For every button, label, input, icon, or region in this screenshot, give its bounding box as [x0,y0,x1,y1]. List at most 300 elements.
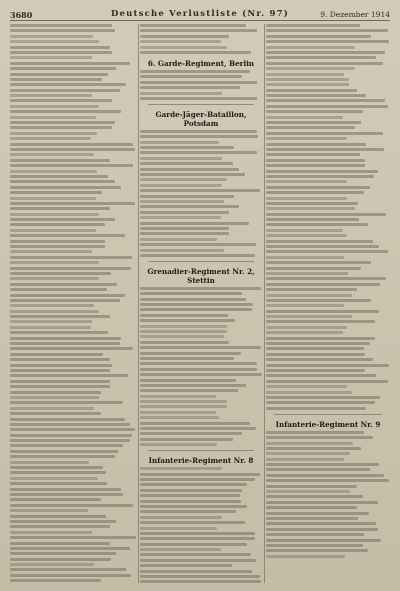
text-line [266,401,375,404]
text-line [10,67,116,70]
text-line [266,506,357,509]
text-line [10,94,92,97]
text-line [266,218,359,221]
text-line [10,83,126,86]
text-line [140,168,239,171]
text-line [10,315,110,318]
text-line [140,478,255,481]
text-line [140,243,256,246]
text-line [140,211,229,214]
text-line [266,442,353,445]
text-line [140,521,245,524]
text-line [266,512,369,515]
text-line [10,78,102,81]
text-line [266,83,349,86]
text-line [10,73,108,76]
text-line [10,89,120,92]
text-line [140,249,224,252]
text-line [140,335,224,338]
text-line [10,418,125,421]
text-line [140,254,255,257]
text-line [266,202,358,205]
text-line [140,40,221,43]
column-3 [266,24,390,585]
text-line [10,202,135,205]
text-line [140,467,222,470]
text-line [140,389,238,392]
text-line [10,385,110,388]
text-line [10,35,93,38]
text-line [266,110,363,113]
text-line [10,563,94,566]
text-line [266,294,352,297]
text-line [140,35,229,38]
text-line [10,326,91,329]
text-line [266,474,384,477]
text-line [140,51,251,54]
text-line [266,320,375,323]
text-line [10,488,121,491]
text-line [10,137,91,140]
column-1 [10,24,136,585]
text-line [10,310,99,313]
text-line [266,240,373,243]
text-line [10,331,108,334]
text-line [266,229,343,232]
column-1-text [10,24,136,585]
text-line [266,223,368,226]
text-line [140,330,227,333]
text-line [10,364,112,367]
text-line [10,482,107,485]
text-line [140,346,261,349]
text-line [10,477,98,480]
text-line [10,223,105,226]
text-line [140,527,217,530]
text-line [10,153,94,156]
text-line [10,531,92,534]
text-line [10,288,107,291]
text-line [140,553,251,556]
text-line [10,240,105,243]
text-line [266,137,347,140]
text-line [266,159,365,162]
text-line [10,358,110,361]
text-line [140,505,247,508]
text-line [266,180,347,183]
text-line [266,490,350,493]
text-line [266,501,378,504]
text-line [266,29,388,32]
text-line [10,380,110,383]
text-line [140,494,240,497]
text-line [266,555,345,558]
text-line [266,175,374,178]
column-divider-2 [264,24,265,583]
text-line [10,116,96,119]
text-line [10,299,120,302]
text-line [266,116,343,119]
section-separator [148,104,254,105]
text-line [266,342,370,345]
section-heading-infanterie-regiment-9: Infanterie-Regiment Nr. 9 [275,419,381,429]
text-line [266,358,373,361]
text-line [10,515,106,518]
text-line [140,135,258,138]
text-line [10,99,112,102]
text-line [10,250,92,253]
text-line [266,436,373,439]
text-line [10,552,116,555]
text-line [266,153,360,156]
text-line [10,337,121,340]
section-separator [148,261,254,262]
text-line [140,157,222,160]
text-line [266,267,361,270]
text-line [266,431,364,434]
text-line [266,197,347,200]
text-line [140,559,256,562]
text-line [10,391,101,394]
text-line [140,570,252,573]
text-line [266,479,389,482]
text-line [10,542,110,545]
text-line [266,391,352,394]
text-line [140,500,241,503]
text-line [10,471,106,474]
text-line [266,143,366,146]
text-line [140,227,229,230]
text-line [10,439,130,442]
text-line [140,141,219,144]
text-line [10,536,136,539]
text-line [10,434,132,437]
text-line [140,162,233,165]
section-heading-garde-jaeger: Garde-Jäger-Bataillon, Potsdam [155,109,247,128]
text-line [266,207,355,210]
text-line [140,473,260,476]
text-line [266,347,364,350]
text-line [266,170,378,173]
text-line [10,294,125,297]
text-line [140,357,234,360]
text-line [10,428,135,431]
text-line [140,238,217,241]
section-heading-infanterie-regiment-8: Infanterie-Regiment Nr. 8 [148,456,254,466]
text-line [266,234,347,237]
column-2-text-d [140,467,262,585]
text-line [140,24,246,27]
text-line [10,558,111,561]
column-2-text-top [140,24,262,54]
text-line [10,396,99,399]
text-line [266,326,347,329]
text-line [10,320,92,323]
text-line [266,73,344,76]
section-heading-grenadier-regiment: Grenadier-Regiment Nr. 2, Stettin [147,266,255,285]
text-line [266,310,379,313]
text-line [10,401,123,404]
text-line [10,148,135,151]
text-line [140,432,242,435]
text-line [10,374,128,377]
text-line [266,463,379,466]
column-2-text-a [140,70,262,100]
text-line [266,495,363,498]
text-line [10,56,92,59]
text-line [10,261,99,264]
text-line [10,218,115,221]
text-line [140,580,261,583]
text-line [140,195,234,198]
text-line [10,444,123,447]
text-line [10,466,103,469]
text-line [10,229,96,232]
text-line [266,121,361,124]
text-line [140,222,249,225]
text-line [140,548,221,551]
text-line [266,245,379,248]
text-line [140,92,222,95]
text-line [140,362,257,365]
text-line [266,288,357,291]
text-line [140,216,221,219]
text-line [140,532,255,535]
text-line [10,191,102,194]
text-line [10,568,126,571]
publication-title: Deutsche Verlustliste (Nr. 97) [110,9,289,19]
text-line [140,189,260,192]
text-line [266,549,368,552]
text-line [140,46,227,49]
text-line [140,287,261,290]
text-line [10,186,121,189]
text-line [266,522,376,525]
text-line [140,575,260,578]
text-line [10,110,121,113]
text-line [266,315,352,318]
header-rule [10,20,390,21]
text-line [140,443,217,446]
text-line [140,516,222,519]
section-heading-garde-regiment: 6. Garde-Regiment, Berlin [147,58,255,68]
text-line [10,121,115,124]
text-line [10,407,94,410]
text-line [10,277,99,280]
text-line [266,51,385,54]
text-line [140,151,257,154]
text-line [266,89,357,92]
text-line [266,99,385,102]
text-line [10,574,131,577]
text-line [10,342,120,345]
text-line [266,24,360,27]
text-line [266,447,361,450]
text-line [266,364,389,367]
text-line [10,450,118,453]
text-line [140,384,246,387]
text-line [266,256,344,259]
text-line [140,86,240,89]
text-line [140,341,229,344]
text-line [140,400,227,403]
text-line [140,308,252,311]
text-line [266,517,358,520]
text-line [266,126,355,129]
text-line [266,380,388,383]
text-line [266,337,375,340]
text-line [266,528,378,531]
text-line [140,422,250,425]
text-line [266,40,389,43]
column-2-text-b [140,130,262,257]
section-separator [274,414,382,415]
text-line [140,314,228,317]
text-line [10,493,123,496]
text-line [140,200,224,203]
text-line [266,94,366,97]
text-line [266,250,388,253]
text-line [140,81,257,84]
text-line [10,143,133,146]
text-line [266,186,370,189]
text-line [10,207,110,210]
text-line [266,533,364,536]
text-line [266,132,383,135]
text-line [266,369,365,372]
column-2 [140,24,262,585]
text-line [10,412,101,415]
text-line [266,46,355,49]
text-line [266,148,384,151]
text-line [10,175,108,178]
text-line [140,564,232,567]
text-line [10,40,99,43]
text-line [10,256,132,259]
text-line [140,303,253,306]
text-line [140,298,246,301]
text-line [140,489,242,492]
text-line [266,191,364,194]
text-line [266,62,383,65]
text-line [266,353,365,356]
text-line [10,353,103,356]
column-3-text-bottom [266,431,390,558]
text-line [10,423,130,426]
text-line [140,184,222,187]
text-line [140,70,250,73]
text-line [10,525,110,528]
text-line [266,283,380,286]
text-line [266,261,371,264]
text-line [266,299,371,302]
text-line [140,292,242,295]
text-line [140,373,262,376]
text-line [140,411,216,414]
text-line [266,468,370,471]
text-line [10,455,115,458]
text-line [266,67,355,70]
text-line [266,374,376,377]
text-line [140,483,247,486]
text-line [140,97,257,100]
text-line [10,267,131,270]
column-divider-1 [138,24,139,583]
text-line [10,504,133,507]
page-number: 3680 [10,10,33,20]
text-line [10,159,110,162]
text-line [140,75,242,78]
text-line [266,485,357,488]
text-line [10,46,110,49]
text-line [266,407,366,410]
text-line [10,164,133,167]
text-line [266,56,376,59]
text-line [10,347,133,350]
text-line [10,62,130,65]
text-line [140,537,255,540]
text-line [10,283,117,286]
text-line [140,427,256,430]
text-line [10,180,115,183]
text-line [266,35,371,38]
column-3-text-top [266,24,390,410]
column-2-text-c [140,287,262,446]
text-line [266,458,344,461]
text-line [10,304,94,307]
text-line [266,272,348,275]
text-line [10,105,99,108]
text-line [10,29,115,32]
text-line [10,213,99,216]
text-line [266,396,380,399]
text-line [266,78,349,81]
text-line [266,452,350,455]
text-line [140,416,219,419]
text-line [266,304,344,307]
section-separator [148,450,254,451]
text-line [10,245,105,248]
text-line [10,461,89,464]
text-line [140,173,245,176]
text-line [266,105,388,108]
issue-date: 9. Dezember 1914 [320,10,390,19]
text-line [140,178,227,181]
text-line [140,405,227,408]
text-line [140,510,236,513]
text-line [10,24,112,27]
text-line [10,234,125,237]
text-line [266,539,381,542]
text-line [10,579,101,582]
text-line [266,331,343,334]
text-line [140,232,229,235]
text-line [10,272,111,275]
text-line [266,544,363,547]
text-line [266,213,386,216]
text-line [10,132,97,135]
text-line [266,277,386,280]
text-line [10,509,88,512]
text-line [10,498,101,501]
text-line [140,379,236,382]
text-line [10,369,110,372]
text-line [10,520,116,523]
text-line [140,395,216,398]
text-line [140,29,257,32]
text-line [10,197,96,200]
text-line [140,205,239,208]
